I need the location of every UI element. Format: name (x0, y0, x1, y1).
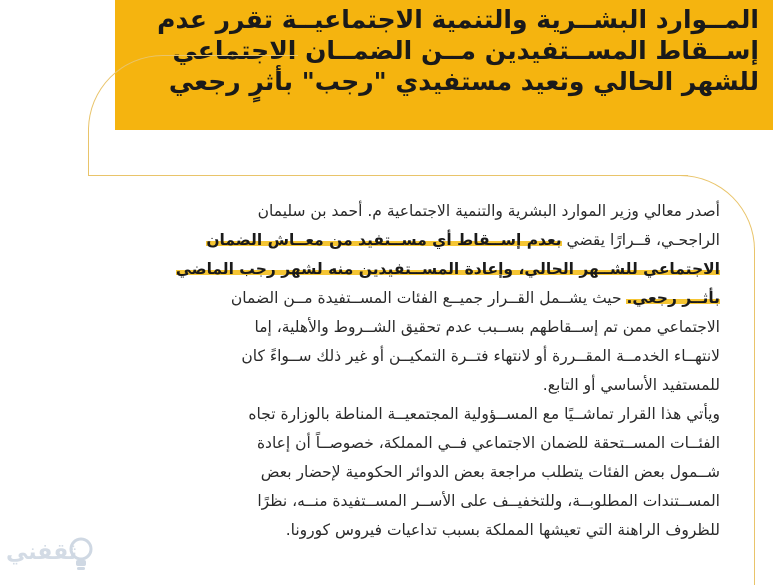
decorative-frame-top-line (88, 175, 688, 176)
highlighted-text: الاجتماعي للشــهر الحالي، وإعادة المســتفيدين منه لشهر رجب الماضي (175, 260, 720, 278)
article-line: ويأتي هذا القرار تماشــيًا مع المســؤولية المجتمعيــة المناطة بالوزارة تجاه (248, 405, 720, 423)
article-line: للمستفيد الأساسي أو التابع. (542, 376, 720, 394)
watermark-text: ثقفني (6, 540, 78, 565)
article-line: الاجتماعي ممن تم إســقاطهم بســبب عدم تحقيق الشــروط والأهلية، إما (254, 318, 720, 336)
article-text: الراجحـي، قــرارًا يقضي (561, 231, 720, 249)
article-body (90, 197, 720, 545)
article-line (90, 255, 720, 284)
article-line: شــمول بعض الفئات يتطلب مراجعة بعض الدوائر الحكومية لإحضار بعض (260, 463, 720, 481)
highlighted-text: بعدم إســقاط أي مســتفيد من معــاش الضمان (206, 231, 562, 249)
decorative-frame-arc (88, 55, 298, 175)
article-line: للظروف الراهنة التي تعيشها المملكة بسبب تداعيات فيروس كورونا. (285, 521, 720, 539)
article-line (90, 284, 720, 313)
headline-line-2: إســقاط المســتفيدين مــن الضمــان الاجتماعي (172, 36, 759, 65)
article-line (90, 226, 720, 255)
site-watermark (0, 532, 100, 580)
headline-line-1: المــوارد البشــرية والتنمية الاجتماعيــة تقرر عدم (157, 5, 759, 34)
article-line: لانتهــاء الخدمــة المقــررة أو لانتهاء فتــرة التمكيــن أو غير ذلك ســواءً كان (241, 347, 720, 365)
article-line: الفئــات المســتحقة للضمان الاجتماعي فــي المملكة، خصوصــاً أن إعادة (256, 434, 720, 452)
article-line: المســتندات المطلوبــة، وللتخفيــف على الأســر المســتفيدة منــه، نظرًا (257, 492, 720, 510)
highlighted-text: بأثــر رجعي. (626, 289, 720, 307)
article-text: حيث يشــمل القــرار جميــع الفئات المســتفيدة مــن الضمان (230, 289, 627, 307)
headline-line-3: للشهر الحالي وتعيد مستفيدي "رجب" بأثرٍ رجعي (168, 67, 759, 96)
article-line: أصدر معالي وزير الموارد البشرية والتنمية الاجتماعية م. أحمد بن سليمان (257, 202, 720, 220)
